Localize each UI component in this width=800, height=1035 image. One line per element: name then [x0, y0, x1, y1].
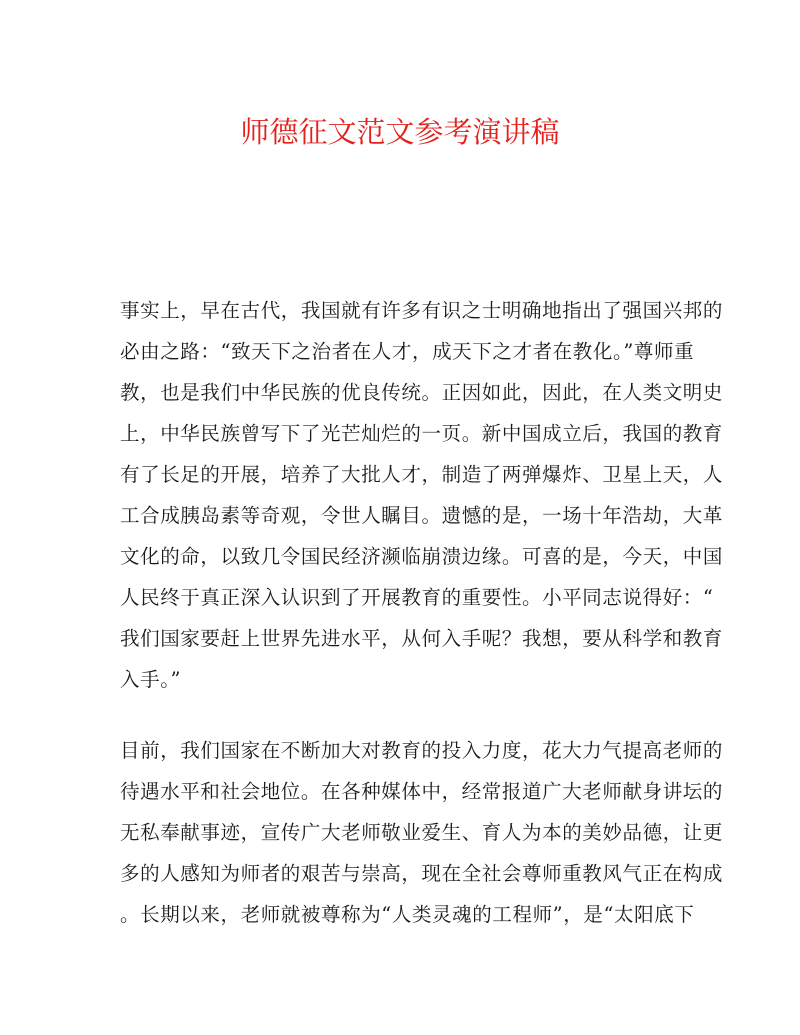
text-line: 。长期以来，老师就被尊称为“人类灵魂的工程师”，是“太阳底下 [120, 903, 695, 926]
text-line: 入手。” [120, 668, 182, 691]
page-title: 师德征文范文参考演讲稿 [240, 115, 560, 149]
text-line: 无私奉献事迹，宣传广大老师敬业爱生、育人为本的美妙品德，让更 [120, 821, 724, 844]
text-line: 必由之路：“致天下之治者在人才，成天下之才者在教化。”尊师重 [120, 340, 695, 363]
paragraph-2 [120, 730, 724, 935]
text-line: 待遇水平和社会地位。在各种媒体中，经常报道广大老师献身讲坛的 [120, 780, 724, 803]
text-line: 工合成胰岛素等奇观，令世人瞩目。遗憾的是，一场十年浩劫，大革 [120, 504, 724, 527]
text-line: 多的人感知为师者的艰苦与崇高，现在全社会尊师重教风气正在构成 [120, 862, 724, 885]
text-line: 事实上，早在古代，我国就有许多有识之士明确地指出了强国兴邦的 [120, 299, 724, 322]
text-line: 有了长足的开展，培养了大批人才，制造了两弹爆炸、卫星上天，人 [120, 463, 724, 486]
text-line: 人民终于真正深入认识到了开展教育的重要性。小平同志说得好：“ [120, 586, 714, 609]
text-line: 上，中华民族曾写下了光芒灿烂的一页。新中国成立后，我国的教育 [120, 422, 724, 445]
text-line: 教，也是我们中华民族的优良传统。正因如此，因此，在人类文明史 [120, 381, 724, 404]
text-line: 目前，我们国家在不断加大对教育的投入力度，花大力气提高老师的 [120, 739, 724, 762]
text-line: 我们国家要赶上世界先进水平，从何入手呢？我想，要从科学和教育 [120, 627, 724, 650]
paragraph-1 [120, 290, 724, 700]
text-line: 文化的命，以致几令国民经济濒临崩溃边缘。可喜的是，今天，中国 [120, 545, 724, 568]
